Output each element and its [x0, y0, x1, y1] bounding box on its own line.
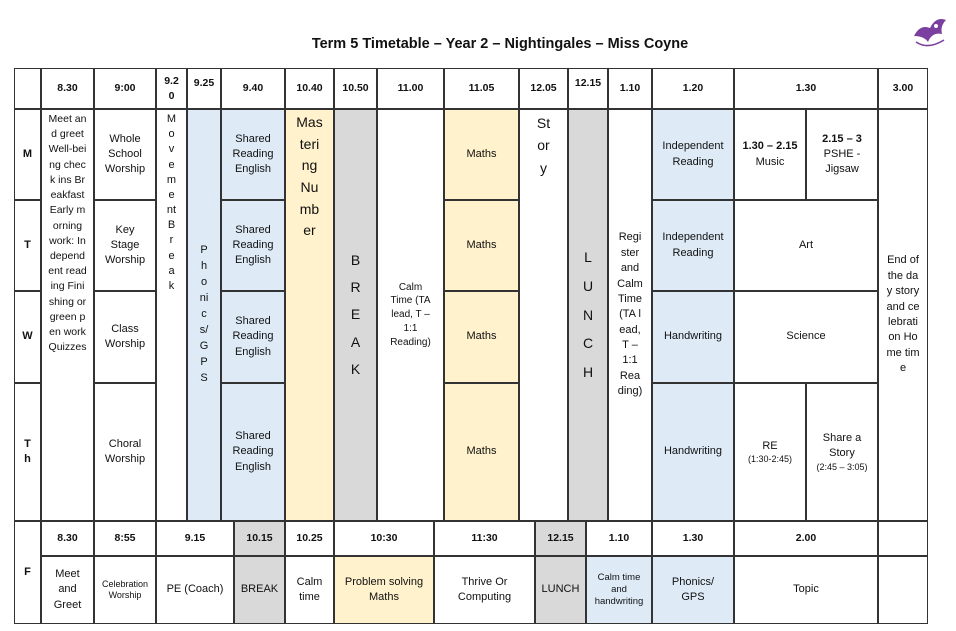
time-1215: 12.15 [568, 68, 608, 109]
friday-phonics: Phonics/ GPS [652, 556, 734, 624]
time-0300: 3.00 [878, 68, 928, 109]
break-cell: BREAK [334, 109, 377, 521]
share-story-label: Share a Story [822, 432, 862, 460]
worship-wednesday: Class Worship [94, 291, 156, 383]
school-logo-icon [906, 6, 952, 52]
time-1050: 10.50 [334, 68, 377, 109]
time-0925: 9.25 [187, 68, 221, 109]
art-tuesday: Art [734, 200, 878, 291]
time-0120: 1.20 [652, 68, 734, 109]
friday-problem-solving: Problem solving Maths [334, 556, 434, 624]
time-0940: 9.40 [221, 68, 285, 109]
handwriting-thursday: Handwriting [652, 383, 734, 521]
maths-thursday: Maths [444, 383, 519, 521]
re-thursday [734, 383, 806, 521]
time-1105: 11.05 [444, 68, 519, 109]
header-blank [14, 68, 41, 109]
time-1040: 10.40 [285, 68, 334, 109]
end-of-day-cell: End of the day story and celebration Home time [878, 109, 928, 521]
friday-time-1015: 10.15 [234, 521, 285, 556]
friday-celebration-worship: Celebration Worship [94, 556, 156, 624]
friday-topic: Topic [734, 556, 878, 624]
maths-monday: Maths [444, 109, 519, 200]
friday-time-0130: 1.30 [652, 521, 734, 556]
maths-tuesday: Maths [444, 200, 519, 291]
friday-lunch: LUNCH [535, 556, 586, 624]
day-thursday-label: Th [24, 437, 31, 465]
monday-pshe-time: 2.15 – 3 [822, 132, 862, 145]
re-time: (1:30-2:45) [747, 453, 793, 464]
time-0830: 8.30 [41, 68, 94, 109]
shared-reading-tuesday: Shared Reading English [221, 200, 285, 291]
monday-pshe-cell [806, 109, 878, 200]
monday-music-cell [734, 109, 806, 200]
friday-time-0855: 8:55 [94, 521, 156, 556]
monday-music-label: Music [755, 155, 785, 168]
share-story-thursday [806, 383, 878, 521]
friday-time-1030: 10:30 [334, 521, 434, 556]
worship-thursday: Choral Worship [94, 383, 156, 521]
day-monday: M [14, 109, 41, 200]
re-label: RE [762, 439, 778, 452]
mastering-number-cell: Mastering Number [285, 109, 334, 521]
worship-monday: Whole School Worship [94, 109, 156, 200]
time-1205: 12.05 [519, 68, 568, 109]
share-story-time: (2:45 – 3:05) [816, 461, 868, 472]
shared-reading-wednesday: Shared Reading English [221, 291, 285, 383]
shared-reading-thursday: Shared Reading English [221, 383, 285, 521]
friday-time-1130: 11:30 [434, 521, 535, 556]
register-calm-cell: Register and Calm Time (TA lead, T – 1:1 Reading) [608, 109, 652, 521]
calm-time-cell: Calm Time (TA lead, T – 1:1 Reading) [377, 109, 444, 521]
time-1100: 11.00 [377, 68, 444, 109]
friday-time-1025: 10.25 [285, 521, 334, 556]
worship-tuesday: Key Stage Worship [94, 200, 156, 291]
story-cell: Story [519, 109, 568, 521]
time-0110: 1.10 [608, 68, 652, 109]
monday-pshe-label: PSHE - Jigsaw [823, 147, 861, 176]
day-wednesday: W [14, 291, 41, 383]
science-wednesday: Science [734, 291, 878, 383]
time-0130: 1.30 [734, 68, 878, 109]
shared-reading-monday: Shared Reading English [221, 109, 285, 200]
friday-time-0200: 2.00 [734, 521, 878, 556]
phonics-cell: Phonics/GPS [187, 109, 221, 521]
maths-wednesday: Maths [444, 291, 519, 383]
friday-end-blank [878, 556, 928, 624]
independent-reading-monday: Independent Reading [652, 109, 734, 200]
friday-time-0830: 8.30 [41, 521, 94, 556]
day-thursday [14, 383, 41, 521]
friday-time-blank [878, 521, 928, 556]
friday-calm-handwriting: Calm time and handwriting [586, 556, 652, 624]
meet-greet-cell: Meet and greet Well-being check ins Breakfast Early morning work: Independent reading Finishing or green pen work Quizzes [41, 109, 94, 521]
friday-pe: PE (Coach) [156, 556, 234, 624]
time-0900: 9:00 [94, 68, 156, 109]
monday-music-time: 1.30 – 2.15 [742, 140, 798, 153]
friday-time-0110: 1.10 [586, 521, 652, 556]
independent-reading-tuesday: Independent Reading [652, 200, 734, 291]
friday-meet-greet: Meet and Greet [41, 556, 94, 624]
friday-break: BREAK [234, 556, 285, 624]
friday-time-0915: 9.15 [156, 521, 234, 556]
friday-calm: Calm time [285, 556, 334, 624]
time-0920: 9.20 [156, 68, 187, 109]
page-title: Term 5 Timetable – Year 2 – Nightingales – Miss Coyne [311, 36, 689, 52]
friday-thrive: Thrive Or Computing [434, 556, 535, 624]
day-friday: F [14, 521, 41, 624]
handwriting-wednesday: Handwriting [652, 291, 734, 383]
friday-time-1215: 12.15 [535, 521, 586, 556]
movement-break-cell: Movement Break [156, 109, 187, 521]
day-tuesday: T [14, 200, 41, 291]
lunch-cell: LUNCH [568, 109, 608, 521]
